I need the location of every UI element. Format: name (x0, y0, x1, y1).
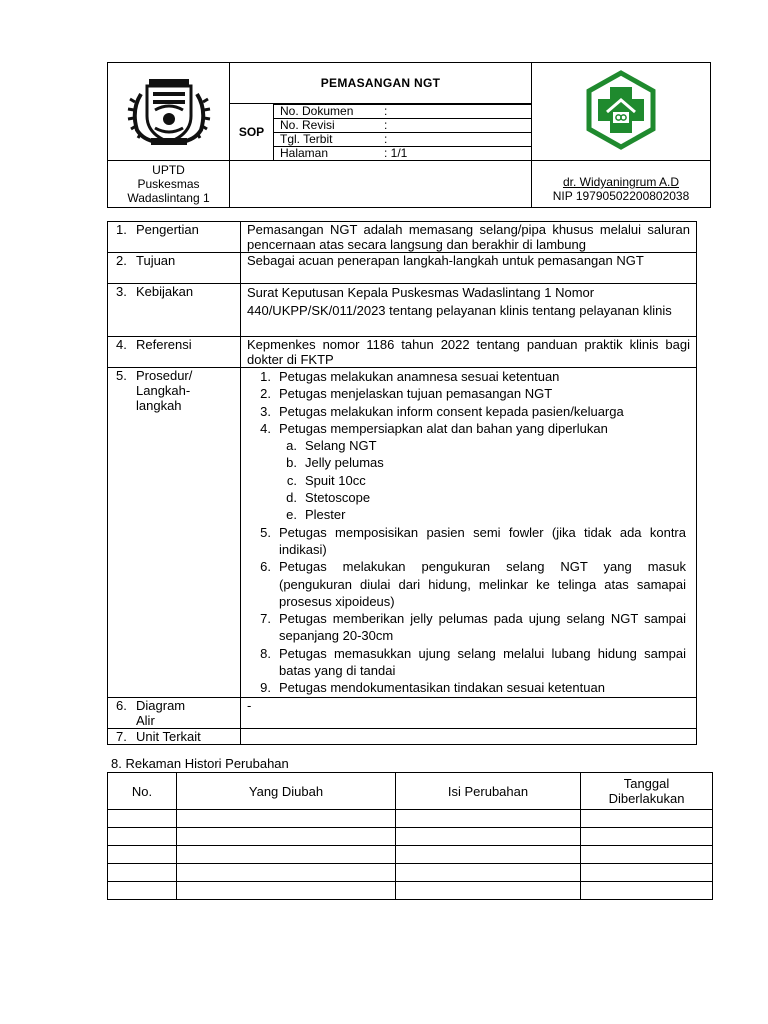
history-title: 8. Rekaman Histori Perubahan (111, 756, 289, 771)
section-label: 4. Referensi (108, 337, 241, 368)
meta-key: Halaman (274, 147, 379, 161)
section-label: 7. Unit Terkait (108, 728, 241, 744)
steps-list (241, 368, 690, 697)
tool-item: b. Jelly pelumas (286, 455, 384, 471)
history-col-date: Tanggal Diberlakukan (581, 773, 713, 810)
section-text: Surat Keputusan Kepala Puskesmas Wadaslintang 1 Nomor 440/UKPP/SK/011/2023 tentang pelayanan klinis tentang pelayanan klinis (241, 284, 697, 337)
history-col-content: Isi Perubahan (396, 773, 581, 810)
blank-cell (230, 161, 532, 208)
step-item: 2. Petugas menjelaskan tujuan pemasangan NGT (260, 386, 553, 402)
organization-name (108, 161, 230, 208)
step-item: 7. Petugas memberikan jelly pelumas pada ujung selang NGT sampai sepanjang 20-30cm (260, 611, 686, 644)
section-label: 6. Diagram Alir (108, 697, 241, 728)
meta-value: : (378, 105, 532, 119)
step-item: 9. Petugas mendokumentasikan tindakan sesuai ketentuan (260, 680, 605, 696)
tool-item: d. Stetoscope (286, 490, 371, 506)
meta-value: : 1/1 (378, 147, 532, 161)
history-row (108, 882, 713, 900)
section-row (108, 368, 697, 698)
tool-item: c. Spuit 10cc (286, 472, 366, 488)
regency-emblem-icon (127, 72, 211, 148)
section-text: Pemasangan NGT adalah memasang selang/pipa khusus melalui saluran pencernaan atas secara langsung dan berakhir di lambung (241, 222, 697, 253)
step-item: 4. Petugas mempersiapkan alat dan bahan yang diperlukan (260, 420, 608, 436)
sop-content-table (107, 221, 697, 745)
history-row (108, 864, 713, 882)
org-line: Puskesmas (137, 177, 200, 191)
step-item: 6. Petugas melakukan pengukuran selang NGT yang masuk (pengukuran diulai dari hidung, melinkar ke telinga atas samapai prosesus xipoideus) (260, 559, 686, 609)
procedure-steps (241, 368, 697, 698)
history-col-changed: Yang Diubah (177, 773, 396, 810)
section-label: 2. Tujuan (108, 253, 241, 284)
section-text: Kepmenkes nomor 1186 tahun 2022 tentang panduan praktik klinis bagi dokter di FKTP (241, 337, 697, 368)
puskesmas-logo-icon (581, 70, 661, 150)
org-line: Wadaslintang 1 (127, 191, 210, 205)
history-table (107, 772, 713, 900)
document-title: PEMASANGAN NGT (230, 63, 532, 104)
step-item: 3. Petugas melakukan inform consent kepada pasien/keluarga (260, 403, 624, 419)
meta-key: No. Revisi (274, 119, 379, 133)
tool-item: a. Selang NGT (286, 438, 377, 454)
section-row (108, 253, 697, 284)
history-row (108, 810, 713, 828)
sop-header (107, 62, 711, 208)
section-row (108, 728, 697, 744)
step-item: 5. Petugas memposisikan pasien semi fowler (jika tidak ada kontra indikasi) (260, 524, 686, 557)
meta-value: : (378, 119, 532, 133)
section-text (241, 728, 697, 744)
step-item: 1. Petugas melakukan anamnesa sesuai ketentuan (260, 369, 560, 384)
section-row (108, 337, 697, 368)
history-row (108, 828, 713, 846)
regency-emblem-cell (108, 63, 230, 161)
section-text: - (241, 697, 697, 728)
section-label: 1. Pengertian (108, 222, 241, 253)
section-row (108, 222, 697, 253)
meta-value: : (378, 133, 532, 147)
meta-key: Tgl. Terbit (274, 133, 379, 147)
history-col-no: No. (108, 773, 177, 810)
section-row (108, 284, 697, 337)
section-row (108, 697, 697, 728)
org-line: UPTD (152, 163, 185, 177)
puskesmas-logo-cell (532, 63, 711, 161)
tool-list (241, 437, 686, 523)
section-label: 5. Prosedur/ Langkah-langkah (108, 368, 241, 698)
history-row (108, 846, 713, 864)
tool-item: e. Plester (286, 507, 346, 523)
section-text: Sebagai acuan penerapan langkah-langkah untuk pemasangan NGT (241, 253, 697, 284)
signer-name: dr. Widyaningrum A.D (562, 175, 680, 189)
signer-nip: NIP 19790502200802038 (552, 189, 690, 203)
section-label: 3. Kebijakan (108, 284, 241, 337)
meta-key: No. Dokumen (274, 105, 379, 119)
step-item: 8. Petugas memasukkan ujung selang melalui lubang hidung sampai batas yang di tandai (260, 645, 686, 679)
signature-block (532, 161, 711, 208)
history-header-row (108, 773, 713, 810)
sop-label: SOP (230, 104, 274, 161)
